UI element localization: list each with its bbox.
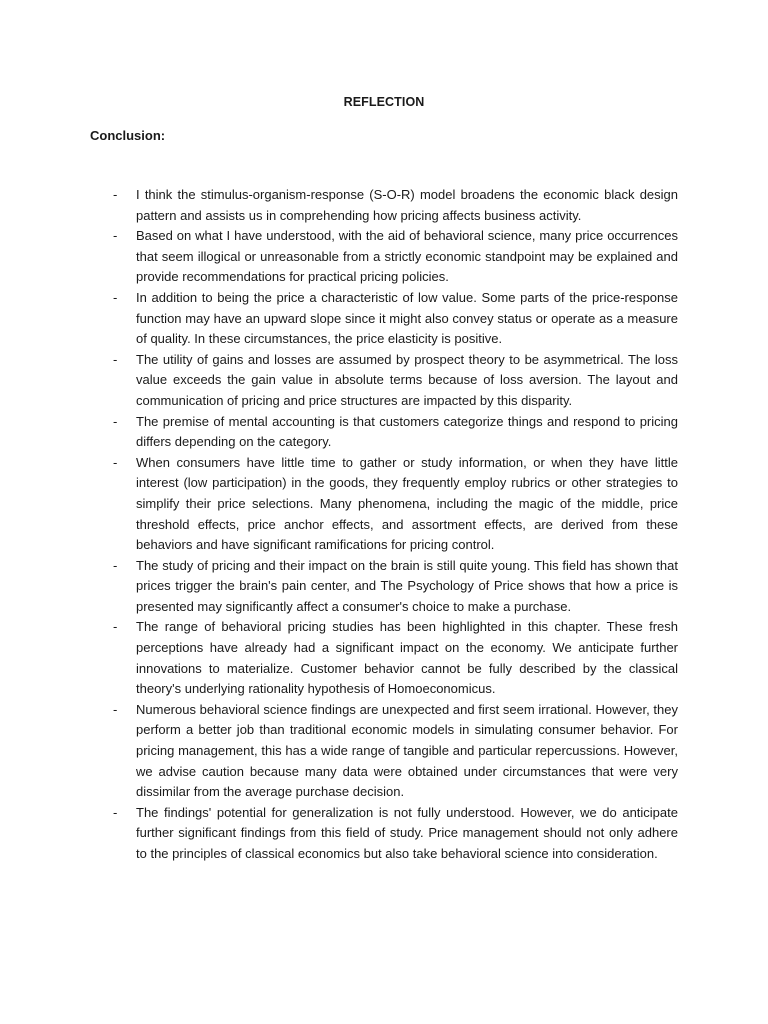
list-item-text: In addition to being the price a characteristic of low value. Some parts of the price-response function may have an upward slope since it might also convey status or operate as a measure of quality. In these circumstances, the price elasticity is positive. bbox=[136, 289, 678, 347]
list-item bbox=[113, 185, 678, 226]
bullet-marker: - bbox=[113, 557, 118, 573]
bullet-marker: - bbox=[113, 187, 118, 202]
list-item-text: I think the stimulus-organism-response (S-O-R) model broadens the economic black design pattern and assists us in comprehending how pricing affects business activity. bbox=[136, 187, 678, 223]
conclusion-list bbox=[113, 185, 678, 865]
list-item bbox=[113, 412, 678, 453]
bullet-marker: - bbox=[113, 413, 118, 429]
list-item-text: The utility of gains and losses are assumed by prospect theory to be asymmetrical. The loss value exceeds the gain value in absolute terms because of loss aversion. The layout and communication of pricing and price structures are impacted by this disparity. bbox=[136, 351, 678, 408]
list-item-text: The range of behavioral pricing studies has been highlighted in this chapter. These fresh perceptions have already had a significant impact on the economy. We anticipate further innovations to materialize. Customer behavior cannot be fully described by the classical theory's underlying rationality hypothesis of Homoeconomicus. bbox=[136, 619, 678, 697]
list-item-text: Based on what I have understood, with the aid of behavioral science, many price occurrences that seem illogical or unreasonable from a strictly economic standpoint may be explained and provide recommendations for practical pricing policies. bbox=[136, 228, 678, 285]
list-item bbox=[113, 617, 678, 699]
bullet-marker: - bbox=[113, 619, 118, 635]
bullet-marker: - bbox=[113, 289, 118, 305]
list-item-text: When consumers have little time to gather or study information, or when they have little interest (low participation) in the goods, they frequently employ rubrics or other strategies to simplify their price selections. Many phenomena, including the magic of the middle, price threshold effects, price anchor effects, and assortment effects, are derived from these behaviors and have significant ramifications for pricing control. bbox=[136, 454, 678, 553]
list-item bbox=[113, 226, 678, 288]
conclusion-heading: Conclusion: bbox=[90, 128, 166, 143]
list-item bbox=[113, 350, 678, 412]
list-item bbox=[113, 453, 678, 556]
list-item bbox=[113, 803, 678, 865]
bullet-marker: - bbox=[113, 804, 118, 820]
list-item bbox=[113, 556, 678, 618]
list-item-text: Numerous behavioral science findings are unexpected and first seem irrational. However, they perform a better job than traditional economic models in simulating consumer behavior. For pricing management, this has a wide range of tangible and particular repercussions. However, we advise caution because many data were obtained under circumstances that were very dissimilar from the average purchase decision. bbox=[136, 701, 678, 800]
list-item bbox=[113, 700, 678, 803]
list-item-text: The study of pricing and their impact on the brain is still quite young. This field has shown that prices trigger the brain's pain center, and The Psychology of Price shows that how a price is presented may significantly affect a consumer's choice to make a purchase. bbox=[136, 557, 678, 614]
document-title: REFLECTION bbox=[343, 95, 425, 109]
list-item-text: The findings' potential for generalization is not fully understood. However, we do anticipate further significant findings from this field of study. Price management should not only adhere to the principles of classical economics but also take behavioral science into consideration. bbox=[136, 804, 678, 861]
bullet-marker: - bbox=[113, 701, 118, 717]
bullet-marker: - bbox=[113, 228, 118, 244]
list-item bbox=[113, 288, 678, 350]
list-item-text: The premise of mental accounting is that customers categorize things and respond to pricing differs depending on the category. bbox=[136, 413, 678, 450]
bullet-marker: - bbox=[113, 351, 118, 367]
bullet-marker: - bbox=[113, 454, 118, 470]
